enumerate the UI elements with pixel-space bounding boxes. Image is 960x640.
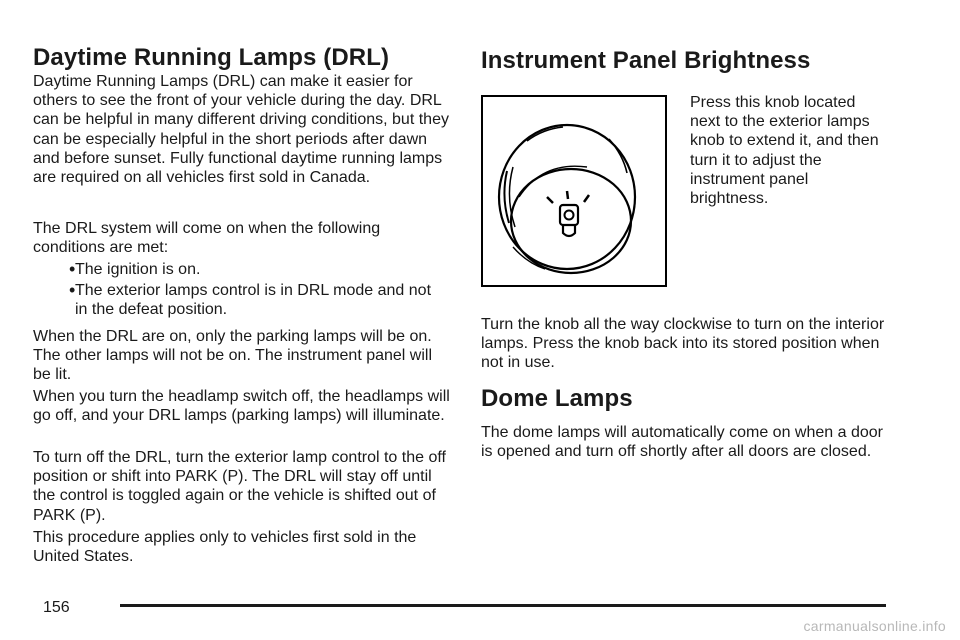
drl-turn-off-paragraph: To turn off the DRL, turn the exterior lamp control to the off position or shift into PARK (P). The DRL will stay off until the control is toggled again or the vehicle is shifted out of PARK (P). bbox=[33, 449, 446, 524]
bullet-icon: • bbox=[69, 280, 76, 300]
dome-lamps-paragraph: The dome lamps will automatically come on when a door is opened and turn off shortly after all doors are closed. bbox=[481, 424, 883, 461]
drl-conditions-paragraph: The DRL system will come on when the following conditions are met: bbox=[33, 220, 381, 257]
list-item: • The ignition is on. bbox=[69, 259, 201, 279]
drl-intro-paragraph: Daytime Running Lamps (DRL) can make it easier for others to see the front of your vehicle during the day. DRL can be helpful in many different driving conditions, but they can be especially helpful in the short periods after dawn and before sunset. Fully functional daytime running lamps are required on all vehicles first sold in Canada. bbox=[33, 73, 449, 187]
footer-divider bbox=[120, 604, 886, 607]
watermark: carmanualsonline.info bbox=[803, 618, 946, 634]
instrument-panel-heading: Instrument Panel Brightness bbox=[481, 47, 811, 74]
bullet-icon: • bbox=[69, 259, 76, 279]
usa-procedure-paragraph: This procedure applies only to vehicles first sold in the United States. bbox=[33, 529, 417, 566]
dimmer-knob-illustration bbox=[481, 95, 667, 287]
headlamp-off-paragraph: When you turn the headlamp switch off, the headlamps will go off, and your DRL lamps (parking lamps) will illuminate. bbox=[33, 388, 450, 425]
knob-clockwise-paragraph: Turn the knob all the way clockwise to turn on the interior lamps. Press the knob back into its stored position when not in use. bbox=[481, 316, 885, 372]
list-item: • The exterior lamps control is in DRL mode and not in the defeat position. bbox=[69, 280, 432, 319]
page-number: 156 bbox=[43, 599, 70, 616]
drl-on-paragraph: When the DRL are on, only the parking lamps will be on. The other lamps will not be on. The instrument panel will be lit. bbox=[33, 328, 433, 384]
knob-caption: Press this knob located next to the exterior lamps knob to extend it, and then turn it to adjust the instrument panel brightness. bbox=[690, 94, 879, 208]
drl-heading: Daytime Running Lamps (DRL) bbox=[33, 44, 390, 71]
dome-lamps-heading: Dome Lamps bbox=[481, 385, 633, 412]
dimmer-knob-icon bbox=[483, 97, 665, 285]
